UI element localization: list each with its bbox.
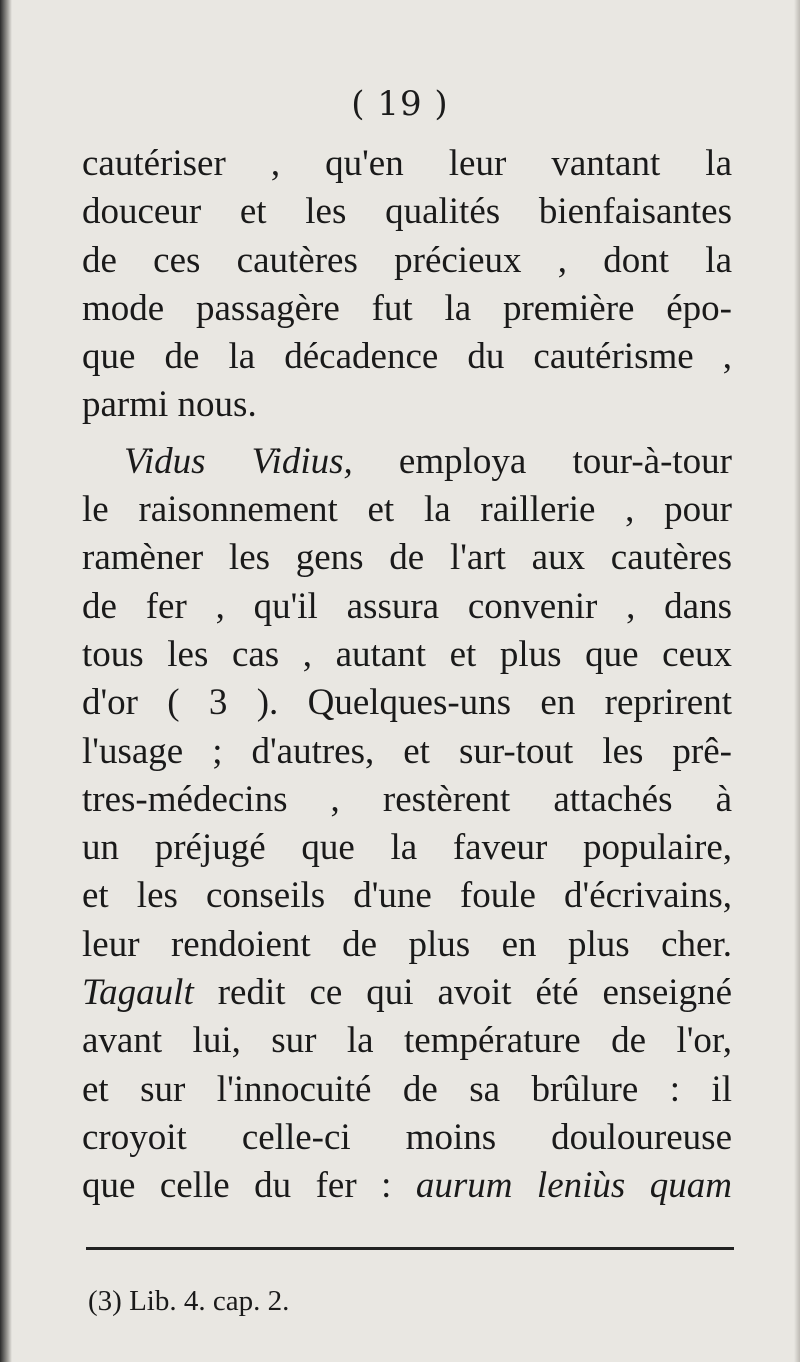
text-line-20: et sur l'innocuité de sa brûlure : il — [82, 1068, 732, 1110]
paragraph-2-first-line — [82, 438, 732, 486]
text-line-3: de ces cautères précieux , dont la — [82, 239, 732, 281]
text-line-11: tous les cas , autant et plus que ceux — [82, 633, 732, 675]
text-line-18 — [82, 969, 732, 1017]
text-line-6: parmi nous. — [82, 384, 257, 426]
text-line-12: d'or ( 3 ). Quelques-uns en reprirent — [82, 682, 732, 724]
text-line-17: leur rendoient de plus en plus cher. — [82, 923, 732, 965]
text-line-9: ramèner les gens de l'art aux cautères — [82, 537, 732, 579]
latin-quote: aurum leniùs quam — [415, 1165, 732, 1207]
text-line-21: croyoit celle-ci moins douloureuse — [82, 1116, 732, 1158]
paragraph-2-first-line-rest: employa tour-à-tour — [398, 440, 732, 482]
text-line-8: le raisonnement et la raillerie , pour — [82, 489, 732, 531]
author-name-vidius: Vidus Vidius, — [124, 440, 353, 482]
text-line-16: et les conseils d'une foule d'écrivains, — [82, 875, 732, 917]
page-number: ( 19 ) — [351, 84, 449, 124]
text-line-18-rest: redit ce qui avoit été enseigné — [217, 972, 733, 1014]
page-left-edge-shadow — [0, 0, 12, 1362]
text-line-5: que de la décadence du cautérisme , — [82, 336, 732, 378]
body-text — [82, 140, 732, 1211]
text-line-15: un préjugé que la faveur populaire, — [82, 827, 732, 869]
text-line-22-start: que celle du fer : — [82, 1165, 392, 1207]
text-line-10: de fer , qu'il assura convenir , dans — [82, 585, 732, 627]
text-line-2: douceur et les qualités bienfaisantes — [82, 191, 732, 233]
footnote-divider — [86, 1247, 734, 1250]
text-line-22 — [82, 1162, 732, 1210]
author-name-tagault: Tagault — [82, 972, 194, 1014]
text-line-13: l'usage ; d'autres, et sur-tout les prê- — [82, 730, 732, 772]
footnote: (3) Lib. 4. cap. 2. — [88, 1285, 290, 1317]
text-line-19: avant lui, sur la température de l'or, — [82, 1020, 732, 1062]
text-line-4: mode passagère fut la première épo- — [82, 287, 732, 329]
page-right-edge — [794, 0, 800, 1362]
text-line-14: tres-médecins , restèrent attachés à — [82, 778, 732, 820]
text-line-1: cautériser , qu'en leur vantant la — [82, 143, 732, 184]
